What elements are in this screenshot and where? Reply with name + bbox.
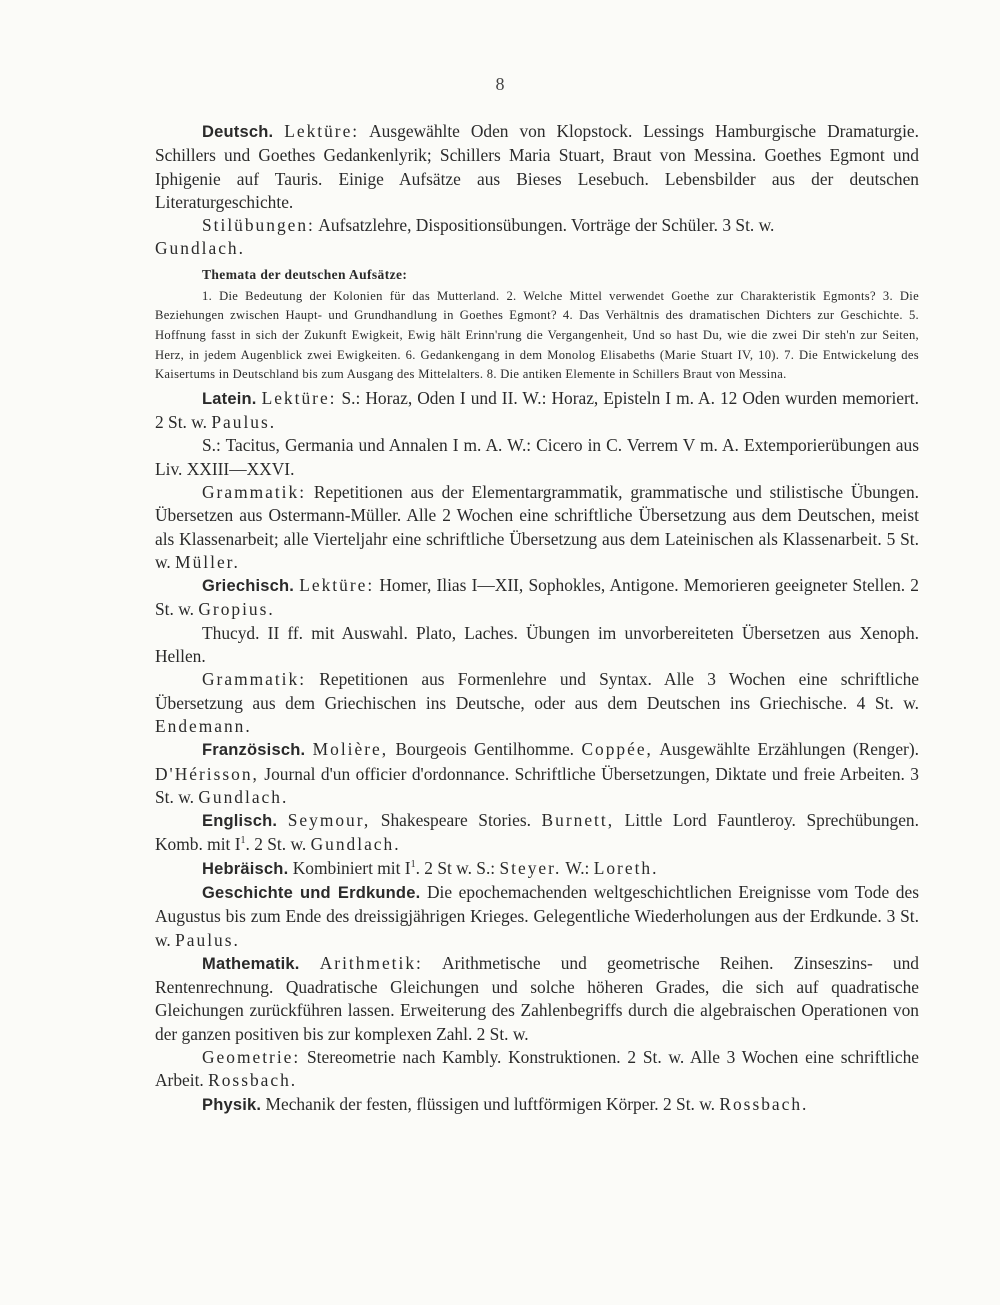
author-name: Molière, — [312, 739, 389, 760]
text-run: Kombiniert mit I — [288, 857, 411, 878]
englisch-paragraph — [155, 809, 919, 857]
author-name: D'Hérisson, — [155, 763, 259, 784]
teacher-name: Steyer. — [499, 857, 562, 878]
author-name: Coppée, — [581, 739, 653, 760]
themes-list: 1. Die Bedeutung der Kolonien für das Mutterland. 2. Welche Mittel verwendet Goethe zur Charakteristik Egmonts? 3. Die Beziehungen zwischen Haupt- und Grundhandlung in Goethes Egmont? 4. Das Verhältnis des dramatischen Dichters zur Geschichte. 5. Hoffnung fasst in sich der Zukunft Ewigkeit, Ewig hält Erinn'rung die Vergangenheit, Und so hast Du, wie die zwei Dir steh'n zur Seiten, Herz, in jedem Augenblick zwei Ewigkeiten. 6. Gedankengang in dem Monolog Elisabeths (Marie Stuart IV, 10). 7. Die Entwickelung des Kaisertums in Deutschland bis zum Ausgang des Mittelalters. 8. Die antiken Elemente in Schillers Braut von Messina. — [155, 288, 919, 382]
grammatik-label: Grammatik: — [202, 669, 307, 690]
lekture-label: Lektüre: — [261, 387, 337, 408]
stilubungen-text: Aufsatzlehre, Dispositionsübungen. Vorträge der Schüler. 3 St. w. — [314, 215, 775, 236]
text-run: Stereometrie nach Kambly. Konstruktionen. 2 St. w. Alle 3 Wochen eine schriftliche Arbeit. — [155, 1047, 919, 1091]
teacher-name: Müller. — [175, 551, 240, 572]
lekture-text: Homer, Ilias I—XII, Sophokles, Antigone. Memorieren geeigneter Stellen. 2 St. w. — [155, 575, 919, 620]
mathematik-geometrie-paragraph — [155, 1046, 919, 1093]
lekture-text: S.: Horaz, Oden I und II. W.: Horaz, Episteln I m. A. 12 Oden wurden memoriert. 2 St. w. — [155, 387, 919, 433]
lekture-text: Ausgewählte Oden von Klopstock. Lessings Hamburgische Dramaturgie. Schillers und Goethes Gedankenlyrik; Schillers Maria Stuart, Braut von Messina. Goethes Egmont und Iphigenie auf Tauris. Einige Aufsätze aus Bieses Lesebuch. Lebensbilder aus der deutschen Literaturgeschichte. — [155, 121, 919, 212]
geschichte-paragraph — [155, 881, 919, 952]
text-run: Die epochemachenden weltgeschichtlichen Ereignisse vom Tode des Augustus bis zum Ende des dreissigjährigen Krieges. Gelegentliche Wiederholungen aus der Erdkunde. 3 St. w. — [155, 881, 919, 950]
latein-grammatik-paragraph — [155, 481, 919, 574]
hebraeisch-paragraph — [155, 857, 919, 881]
griechisch-grammatik-paragraph — [155, 668, 919, 738]
lekture-label: Lektüre: — [284, 121, 360, 141]
deutsch-stil-paragraph — [155, 214, 919, 261]
lekture-label: Lektüre: — [299, 575, 375, 596]
subject-heading-deutsch: Deutsch. — [202, 123, 274, 141]
stilubungen-label: Stilübungen: — [202, 215, 315, 236]
teacher-name: Endemann. — [155, 715, 252, 736]
griechisch-line2-paragraph: Thucyd. II ff. mit Auswahl. Plato, Laches. Übungen im unvorbereiteten Übersetzen aus Xenoph. Hellen. — [155, 622, 919, 667]
grammatik-label: Grammatik: — [202, 481, 307, 502]
physik-paragraph — [155, 1093, 919, 1117]
subject-heading-mathematik: Mathematik. — [202, 954, 300, 973]
themes-heading: Themata der deutschen Aufsätze: — [202, 266, 408, 282]
superscript: 1 — [410, 858, 416, 870]
text-run: . 2 St. w. — [245, 834, 307, 855]
text-run: Ausgewählte Erzählungen (Renger). — [652, 739, 919, 760]
author-name: Burnett, — [541, 810, 615, 831]
mathematik-arithmetik-paragraph — [155, 952, 919, 1046]
teacher-name: Rossbach. — [208, 1070, 298, 1091]
text-run: . 2 St w. S.: — [415, 857, 496, 878]
subject-heading-geschichte: Geschichte und Erdkunde. — [202, 883, 421, 902]
grammatik-text: Repetitionen aus der Elementargrammatik, grammatische und stilistische Übungen. Übersetzen aus Ostermann-Müller. Alle 2 Wochen eine schriftliche Übersetzung aus dem Deutschen, meist als Klassenarbeit; alle Vierteljahr eine schriftliche Übersetzung aus dem Lateinischen als Klassenarbeit. 5 St. w. — [155, 481, 919, 572]
teacher-name: Gundlach. — [198, 786, 289, 807]
teacher-name: Paulus. — [211, 412, 277, 433]
teacher-name: Loreth. — [593, 857, 659, 878]
griechisch-lekture-paragraph — [155, 574, 919, 622]
superscript: 1 — [240, 835, 246, 847]
grammatik-text: Repetitionen aus Formenlehre und Syntax. Alle 3 Wochen eine schriftliche Übersetzung aus dem Griechischen ins Deutsche, oder aus dem Deutschen ins Griechische. 4 St. w. — [155, 669, 919, 713]
latein-lekture-paragraph — [155, 387, 919, 435]
teacher-name: Gropius. — [198, 599, 275, 620]
teacher-name: Rossbach. — [719, 1093, 809, 1114]
text-run: W.: — [561, 857, 590, 878]
subject-heading-englisch: Englisch. — [202, 812, 278, 831]
deutsch-lekture-paragraph — [155, 120, 919, 214]
teacher-name: Paulus. — [175, 929, 240, 950]
page-body — [155, 120, 919, 1117]
latein-line2-paragraph: S.: Tacitus, Germania und Annalen I m. A. W.: Cicero in C. Verrem V m. A. Extemporierübungen aus Liv. XXIII—XXVI. — [155, 435, 919, 479]
page-number: 8 — [495, 74, 505, 94]
teacher-name: Gundlach. — [310, 834, 401, 855]
text-run: Journal d'un officier d'ordonnance. Schriftliche Übersetzungen, Diktate und freie Arbeiten. 3 St. w. — [155, 763, 919, 807]
teacher-name: Gundlach. — [155, 238, 245, 259]
arithmetik-label: Arithmetik: — [319, 952, 423, 973]
subject-heading-latein: Latein. — [202, 389, 257, 408]
author-name: Seymour, — [287, 810, 371, 831]
franzoesisch-paragraph — [155, 738, 919, 809]
subject-heading-physik: Physik. — [202, 1095, 262, 1114]
geometrie-label: Geometrie: — [202, 1047, 301, 1068]
subject-heading-hebraeisch: Hebräisch. — [202, 859, 289, 878]
text-run: Little Lord Fauntleroy. Sprechübungen. Komb. mit I — [155, 810, 919, 855]
subject-heading-griechisch: Griechisch. — [202, 577, 295, 596]
text-run: Bourgeois Gentilhomme. — [388, 739, 575, 760]
text-run: Mechanik der festen, flüssigen und luftförmigen Körper. 2 St. w. — [261, 1093, 716, 1114]
text-run: Arithmetische und geometrische Reihen. Zinseszins- und Rentenrechnung. Quadratische Gleichungen und solche höheren Grades, die sich auf quadratische Gleichungen zurückführen lassen. Erweiterung des Zahlenbegriffs durch die algebraischen Operationen von der ganzen positiven bis zur komplexen Zahl. 2 St. w. — [155, 952, 919, 1044]
text-run: Shakespeare Stories. — [370, 810, 531, 831]
subject-heading-franzoesisch: Französisch. — [202, 741, 306, 760]
